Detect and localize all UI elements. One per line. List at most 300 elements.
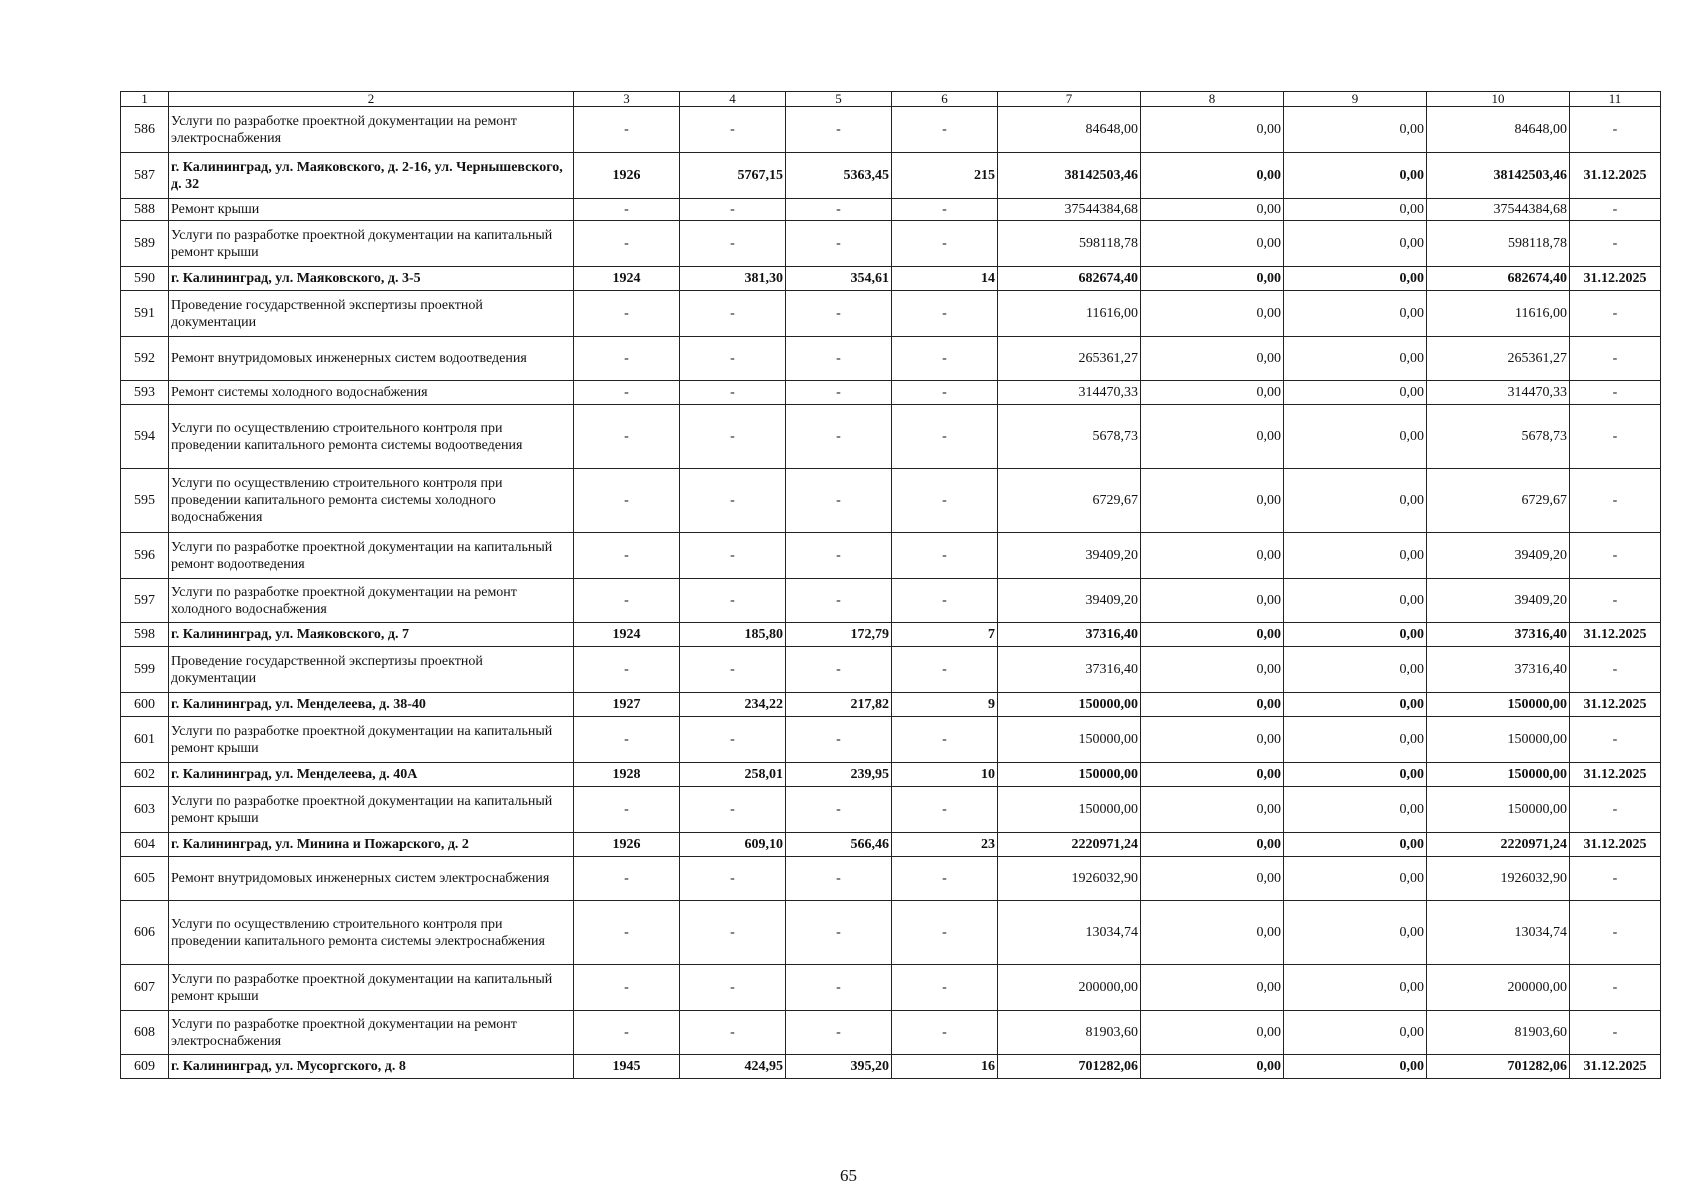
item-name: Проведение государственной экспертизы проектной документации — [169, 291, 574, 337]
cell-col-7: 39409,20 — [998, 533, 1141, 579]
item-name: Услуги по разработке проектной документации на ремонт электроснабжения — [169, 1011, 574, 1055]
cell-col-7: 84648,00 — [998, 107, 1141, 153]
cell-col-4: 381,30 — [680, 267, 786, 291]
item-name: Услуги по разработке проектной документации на капитальный ремонт крыши — [169, 221, 574, 267]
cell-col-11: - — [1570, 647, 1661, 693]
cell-col-6: - — [892, 337, 998, 381]
cell-col-9: 0,00 — [1284, 901, 1427, 965]
row-number: 595 — [121, 469, 169, 533]
work-item-row — [121, 857, 1661, 901]
cell-col-6: - — [892, 901, 998, 965]
cell-col-6: 23 — [892, 833, 998, 857]
column-header: 4 — [680, 92, 786, 107]
cell-col-6: 9 — [892, 693, 998, 717]
cell-col-8: 0,00 — [1141, 717, 1284, 763]
cell-col-5: 566,46 — [786, 833, 892, 857]
cell-col-7: 2220971,24 — [998, 833, 1141, 857]
cell-col-3: - — [574, 381, 680, 405]
cell-col-4: 234,22 — [680, 693, 786, 717]
row-number: 609 — [121, 1055, 169, 1079]
work-item-row — [121, 221, 1661, 267]
cell-col-10: 314470,33 — [1427, 381, 1570, 405]
data-table — [120, 91, 1661, 1079]
cell-col-9: 0,00 — [1284, 381, 1427, 405]
cell-col-8: 0,00 — [1141, 763, 1284, 787]
cell-col-10: 1926032,90 — [1427, 857, 1570, 901]
cell-col-9: 0,00 — [1284, 693, 1427, 717]
row-number: 606 — [121, 901, 169, 965]
item-name: Ремонт системы холодного водоснабжения — [169, 381, 574, 405]
cell-col-7: 37544384,68 — [998, 199, 1141, 221]
work-item-row — [121, 717, 1661, 763]
cell-col-9: 0,00 — [1284, 647, 1427, 693]
column-header: 5 — [786, 92, 892, 107]
item-name: г. Калининград, ул. Маяковского, д. 7 — [169, 623, 574, 647]
column-header: 7 — [998, 92, 1141, 107]
item-name: Проведение государственной экспертизы проектной документации — [169, 647, 574, 693]
row-number: 588 — [121, 199, 169, 221]
cell-col-3: - — [574, 199, 680, 221]
column-header: 6 — [892, 92, 998, 107]
cell-col-6: - — [892, 717, 998, 763]
cell-col-11: - — [1570, 533, 1661, 579]
cell-col-6: - — [892, 291, 998, 337]
cell-col-6: 16 — [892, 1055, 998, 1079]
cell-col-3: 1926 — [574, 833, 680, 857]
cell-col-11: 31.12.2025 — [1570, 267, 1661, 291]
cell-col-11: - — [1570, 857, 1661, 901]
cell-col-7: 701282,06 — [998, 1055, 1141, 1079]
cell-col-10: 37316,40 — [1427, 647, 1570, 693]
cell-col-5: - — [786, 199, 892, 221]
cell-col-10: 37316,40 — [1427, 623, 1570, 647]
cell-col-4: 5767,15 — [680, 153, 786, 199]
cell-col-5: - — [786, 405, 892, 469]
cell-col-10: 5678,73 — [1427, 405, 1570, 469]
cell-col-3: - — [574, 107, 680, 153]
row-number: 590 — [121, 267, 169, 291]
address-row — [121, 1055, 1661, 1079]
cell-col-10: 265361,27 — [1427, 337, 1570, 381]
cell-col-3: 1924 — [574, 623, 680, 647]
item-name: Услуги по осуществлению строительного контроля при проведении капитального ремонта системы водоотведения — [169, 405, 574, 469]
cell-col-4: 424,95 — [680, 1055, 786, 1079]
cell-col-9: 0,00 — [1284, 291, 1427, 337]
cell-col-10: 39409,20 — [1427, 533, 1570, 579]
cell-col-4: - — [680, 901, 786, 965]
work-item-row — [121, 1011, 1661, 1055]
cell-col-11: - — [1570, 787, 1661, 833]
row-number: 598 — [121, 623, 169, 647]
row-number: 604 — [121, 833, 169, 857]
cell-col-5: 354,61 — [786, 267, 892, 291]
cell-col-6: - — [892, 107, 998, 153]
cell-col-6: - — [892, 857, 998, 901]
cell-col-7: 682674,40 — [998, 267, 1141, 291]
cell-col-8: 0,00 — [1141, 1055, 1284, 1079]
cell-col-9: 0,00 — [1284, 833, 1427, 857]
cell-col-6: - — [892, 221, 998, 267]
work-item-row — [121, 405, 1661, 469]
cell-col-5: - — [786, 787, 892, 833]
cell-col-9: 0,00 — [1284, 579, 1427, 623]
cell-col-9: 0,00 — [1284, 1011, 1427, 1055]
cell-col-4: - — [680, 291, 786, 337]
cell-col-8: 0,00 — [1141, 533, 1284, 579]
cell-col-10: 200000,00 — [1427, 965, 1570, 1011]
cell-col-10: 84648,00 — [1427, 107, 1570, 153]
item-name: Услуги по разработке проектной документации на капитальный ремонт водоотведения — [169, 533, 574, 579]
cell-col-4: - — [680, 337, 786, 381]
cell-col-8: 0,00 — [1141, 291, 1284, 337]
cell-col-5: 5363,45 — [786, 153, 892, 199]
row-number: 593 — [121, 381, 169, 405]
item-name: г. Калининград, ул. Маяковского, д. 2-16, ул. Чернышевского, д. 32 — [169, 153, 574, 199]
work-item-row — [121, 533, 1661, 579]
address-row — [121, 623, 1661, 647]
address-row — [121, 267, 1661, 291]
cell-col-5: - — [786, 291, 892, 337]
cell-col-8: 0,00 — [1141, 381, 1284, 405]
cell-col-11: - — [1570, 405, 1661, 469]
cell-col-10: 701282,06 — [1427, 1055, 1570, 1079]
row-number: 601 — [121, 717, 169, 763]
work-item-row — [121, 199, 1661, 221]
address-row — [121, 153, 1661, 199]
item-name: г. Калининград, ул. Мусоргского, д. 8 — [169, 1055, 574, 1079]
item-name: Услуги по осуществлению строительного контроля при проведении капитального ремонта системы холодного водоснабжения — [169, 469, 574, 533]
cell-col-7: 598118,78 — [998, 221, 1141, 267]
cell-col-9: 0,00 — [1284, 405, 1427, 469]
row-number: 597 — [121, 579, 169, 623]
cell-col-5: 217,82 — [786, 693, 892, 717]
column-header: 2 — [169, 92, 574, 107]
cell-col-9: 0,00 — [1284, 717, 1427, 763]
cell-col-6: - — [892, 199, 998, 221]
cell-col-10: 682674,40 — [1427, 267, 1570, 291]
cell-col-11: - — [1570, 901, 1661, 965]
cell-col-8: 0,00 — [1141, 857, 1284, 901]
item-name: г. Калининград, ул. Минина и Пожарского, д. 2 — [169, 833, 574, 857]
cell-col-8: 0,00 — [1141, 337, 1284, 381]
cell-col-7: 265361,27 — [998, 337, 1141, 381]
cell-col-7: 150000,00 — [998, 717, 1141, 763]
cell-col-9: 0,00 — [1284, 337, 1427, 381]
cell-col-9: 0,00 — [1284, 1055, 1427, 1079]
cell-col-11: - — [1570, 337, 1661, 381]
cell-col-3: - — [574, 405, 680, 469]
cell-col-7: 37316,40 — [998, 623, 1141, 647]
cell-col-5: - — [786, 965, 892, 1011]
cell-col-9: 0,00 — [1284, 533, 1427, 579]
cell-col-5: - — [786, 381, 892, 405]
cell-col-7: 314470,33 — [998, 381, 1141, 405]
row-number: 586 — [121, 107, 169, 153]
cell-col-11: 31.12.2025 — [1570, 1055, 1661, 1079]
cell-col-7: 39409,20 — [998, 579, 1141, 623]
cell-col-7: 150000,00 — [998, 763, 1141, 787]
item-name: Услуги по разработке проектной документации на ремонт холодного водоснабжения — [169, 579, 574, 623]
cell-col-10: 150000,00 — [1427, 787, 1570, 833]
cell-col-8: 0,00 — [1141, 1011, 1284, 1055]
cell-col-11: 31.12.2025 — [1570, 833, 1661, 857]
cell-col-5: - — [786, 533, 892, 579]
cell-col-10: 11616,00 — [1427, 291, 1570, 337]
cell-col-7: 38142503,46 — [998, 153, 1141, 199]
cell-col-11: - — [1570, 381, 1661, 405]
cell-col-11: 31.12.2025 — [1570, 153, 1661, 199]
cell-col-3: - — [574, 965, 680, 1011]
cell-col-8: 0,00 — [1141, 153, 1284, 199]
cell-col-3: - — [574, 221, 680, 267]
row-number: 603 — [121, 787, 169, 833]
cell-col-6: - — [892, 1011, 998, 1055]
work-item-row — [121, 787, 1661, 833]
cell-col-10: 81903,60 — [1427, 1011, 1570, 1055]
row-number: 587 — [121, 153, 169, 199]
cell-col-6: 215 — [892, 153, 998, 199]
cell-col-4: - — [680, 381, 786, 405]
cell-col-4: - — [680, 199, 786, 221]
cell-col-4: - — [680, 1011, 786, 1055]
cell-col-7: 1926032,90 — [998, 857, 1141, 901]
cell-col-7: 6729,67 — [998, 469, 1141, 533]
work-item-row — [121, 107, 1661, 153]
cell-col-3: - — [574, 647, 680, 693]
cell-col-7: 11616,00 — [998, 291, 1141, 337]
cell-col-8: 0,00 — [1141, 469, 1284, 533]
cell-col-7: 200000,00 — [998, 965, 1141, 1011]
cell-col-3: - — [574, 533, 680, 579]
column-header: 11 — [1570, 92, 1661, 107]
cell-col-6: - — [892, 533, 998, 579]
cell-col-6: - — [892, 405, 998, 469]
cell-col-9: 0,00 — [1284, 763, 1427, 787]
cell-col-8: 0,00 — [1141, 965, 1284, 1011]
item-name: Ремонт внутридомовых инженерных систем водоотведения — [169, 337, 574, 381]
cell-col-10: 13034,74 — [1427, 901, 1570, 965]
cell-col-11: - — [1570, 1011, 1661, 1055]
cell-col-8: 0,00 — [1141, 787, 1284, 833]
cell-col-4: - — [680, 579, 786, 623]
work-item-row — [121, 337, 1661, 381]
cell-col-5: 172,79 — [786, 623, 892, 647]
cell-col-6: 10 — [892, 763, 998, 787]
cell-col-5: - — [786, 717, 892, 763]
cell-col-4: 609,10 — [680, 833, 786, 857]
cell-col-6: 7 — [892, 623, 998, 647]
cell-col-11: 31.12.2025 — [1570, 693, 1661, 717]
cell-col-6: - — [892, 965, 998, 1011]
cell-col-6: - — [892, 381, 998, 405]
cell-col-10: 598118,78 — [1427, 221, 1570, 267]
cell-col-11: 31.12.2025 — [1570, 623, 1661, 647]
work-item-row — [121, 469, 1661, 533]
cell-col-10: 6729,67 — [1427, 469, 1570, 533]
cell-col-9: 0,00 — [1284, 221, 1427, 267]
cell-col-9: 0,00 — [1284, 107, 1427, 153]
cell-col-9: 0,00 — [1284, 199, 1427, 221]
cell-col-9: 0,00 — [1284, 469, 1427, 533]
cell-col-11: - — [1570, 579, 1661, 623]
cell-col-11: - — [1570, 221, 1661, 267]
work-item-row — [121, 381, 1661, 405]
cell-col-3: 1945 — [574, 1055, 680, 1079]
cell-col-4: - — [680, 469, 786, 533]
item-name: Ремонт крыши — [169, 199, 574, 221]
item-name: Услуги по разработке проектной документации на капитальный ремонт крыши — [169, 787, 574, 833]
cell-col-7: 150000,00 — [998, 787, 1141, 833]
cell-col-9: 0,00 — [1284, 267, 1427, 291]
row-number: 608 — [121, 1011, 169, 1055]
row-number: 600 — [121, 693, 169, 717]
item-name: г. Калининград, ул. Менделеева, д. 40А — [169, 763, 574, 787]
cell-col-10: 2220971,24 — [1427, 833, 1570, 857]
cell-col-8: 0,00 — [1141, 693, 1284, 717]
item-name: Услуги по разработке проектной документации на капитальный ремонт крыши — [169, 965, 574, 1011]
row-number: 602 — [121, 763, 169, 787]
cell-col-8: 0,00 — [1141, 405, 1284, 469]
cell-col-4: - — [680, 787, 786, 833]
cell-col-11: - — [1570, 965, 1661, 1011]
cell-col-7: 81903,60 — [998, 1011, 1141, 1055]
cell-col-10: 150000,00 — [1427, 693, 1570, 717]
cell-col-4: - — [680, 221, 786, 267]
cell-col-3: - — [574, 1011, 680, 1055]
cell-col-6: - — [892, 647, 998, 693]
cell-col-3: - — [574, 857, 680, 901]
cell-col-11: 31.12.2025 — [1570, 763, 1661, 787]
cell-col-4: - — [680, 107, 786, 153]
cell-col-11: - — [1570, 717, 1661, 763]
cell-col-5: - — [786, 107, 892, 153]
cell-col-11: - — [1570, 199, 1661, 221]
cell-col-8: 0,00 — [1141, 267, 1284, 291]
cell-col-7: 150000,00 — [998, 693, 1141, 717]
work-item-row — [121, 965, 1661, 1011]
cell-col-8: 0,00 — [1141, 579, 1284, 623]
cell-col-9: 0,00 — [1284, 965, 1427, 1011]
cell-col-4: - — [680, 965, 786, 1011]
cell-col-4: 258,01 — [680, 763, 786, 787]
cell-col-10: 38142503,46 — [1427, 153, 1570, 199]
address-row — [121, 763, 1661, 787]
cell-col-5: 239,95 — [786, 763, 892, 787]
cell-col-11: - — [1570, 107, 1661, 153]
cell-col-3: - — [574, 469, 680, 533]
cell-col-9: 0,00 — [1284, 787, 1427, 833]
cell-col-8: 0,00 — [1141, 833, 1284, 857]
cell-col-3: - — [574, 291, 680, 337]
cell-col-8: 0,00 — [1141, 901, 1284, 965]
row-number: 589 — [121, 221, 169, 267]
cell-col-6: - — [892, 469, 998, 533]
cell-col-6: - — [892, 579, 998, 623]
cell-col-3: - — [574, 717, 680, 763]
cell-col-11: - — [1570, 469, 1661, 533]
cell-col-3: 1927 — [574, 693, 680, 717]
cell-col-8: 0,00 — [1141, 647, 1284, 693]
column-header: 9 — [1284, 92, 1427, 107]
cell-col-10: 150000,00 — [1427, 717, 1570, 763]
cell-col-9: 0,00 — [1284, 623, 1427, 647]
cell-col-8: 0,00 — [1141, 199, 1284, 221]
item-name: Услуги по разработке проектной документации на капитальный ремонт крыши — [169, 717, 574, 763]
address-row — [121, 693, 1661, 717]
cell-col-5: - — [786, 857, 892, 901]
cell-col-5: - — [786, 647, 892, 693]
cell-col-3: 1928 — [574, 763, 680, 787]
cell-col-5: - — [786, 1011, 892, 1055]
cell-col-9: 0,00 — [1284, 857, 1427, 901]
cell-col-3: 1926 — [574, 153, 680, 199]
cell-col-3: - — [574, 787, 680, 833]
cell-col-7: 5678,73 — [998, 405, 1141, 469]
work-item-row — [121, 579, 1661, 623]
cell-col-8: 0,00 — [1141, 107, 1284, 153]
row-number: 599 — [121, 647, 169, 693]
row-number: 591 — [121, 291, 169, 337]
cell-col-6: - — [892, 787, 998, 833]
cell-col-8: 0,00 — [1141, 623, 1284, 647]
cell-col-4: - — [680, 857, 786, 901]
item-name: г. Калининград, ул. Маяковского, д. 3-5 — [169, 267, 574, 291]
cell-col-4: 185,80 — [680, 623, 786, 647]
column-header: 3 — [574, 92, 680, 107]
cell-col-5: 395,20 — [786, 1055, 892, 1079]
cell-col-4: - — [680, 717, 786, 763]
cell-col-4: - — [680, 533, 786, 579]
item-name: Ремонт внутридомовых инженерных систем электроснабжения — [169, 857, 574, 901]
item-name: Услуги по разработке проектной документации на ремонт электроснабжения — [169, 107, 574, 153]
column-header: 10 — [1427, 92, 1570, 107]
cell-col-5: - — [786, 469, 892, 533]
cell-col-11: - — [1570, 291, 1661, 337]
item-name: г. Калининград, ул. Менделеева, д. 38-40 — [169, 693, 574, 717]
row-number: 596 — [121, 533, 169, 579]
cell-col-10: 39409,20 — [1427, 579, 1570, 623]
work-item-row — [121, 647, 1661, 693]
column-header: 8 — [1141, 92, 1284, 107]
cell-col-4: - — [680, 405, 786, 469]
row-number: 607 — [121, 965, 169, 1011]
column-number-header-row — [121, 92, 1661, 107]
cell-col-3: - — [574, 579, 680, 623]
cell-col-3: - — [574, 337, 680, 381]
cell-col-5: - — [786, 337, 892, 381]
cell-col-4: - — [680, 647, 786, 693]
cell-col-7: 37316,40 — [998, 647, 1141, 693]
row-number: 594 — [121, 405, 169, 469]
cell-col-5: - — [786, 579, 892, 623]
cell-col-5: - — [786, 221, 892, 267]
item-name: Услуги по осуществлению строительного контроля при проведении капитального ремонта системы электроснабжения — [169, 901, 574, 965]
column-header: 1 — [121, 92, 169, 107]
cell-col-7: 13034,74 — [998, 901, 1141, 965]
cell-col-3: 1924 — [574, 267, 680, 291]
cell-col-10: 150000,00 — [1427, 763, 1570, 787]
page-number: 65 — [840, 1166, 857, 1185]
work-item-row — [121, 291, 1661, 337]
cell-col-6: 14 — [892, 267, 998, 291]
cell-col-9: 0,00 — [1284, 153, 1427, 199]
row-number: 605 — [121, 857, 169, 901]
address-row — [121, 833, 1661, 857]
work-item-row — [121, 901, 1661, 965]
cell-col-8: 0,00 — [1141, 221, 1284, 267]
cell-col-5: - — [786, 901, 892, 965]
cell-col-10: 37544384,68 — [1427, 199, 1570, 221]
